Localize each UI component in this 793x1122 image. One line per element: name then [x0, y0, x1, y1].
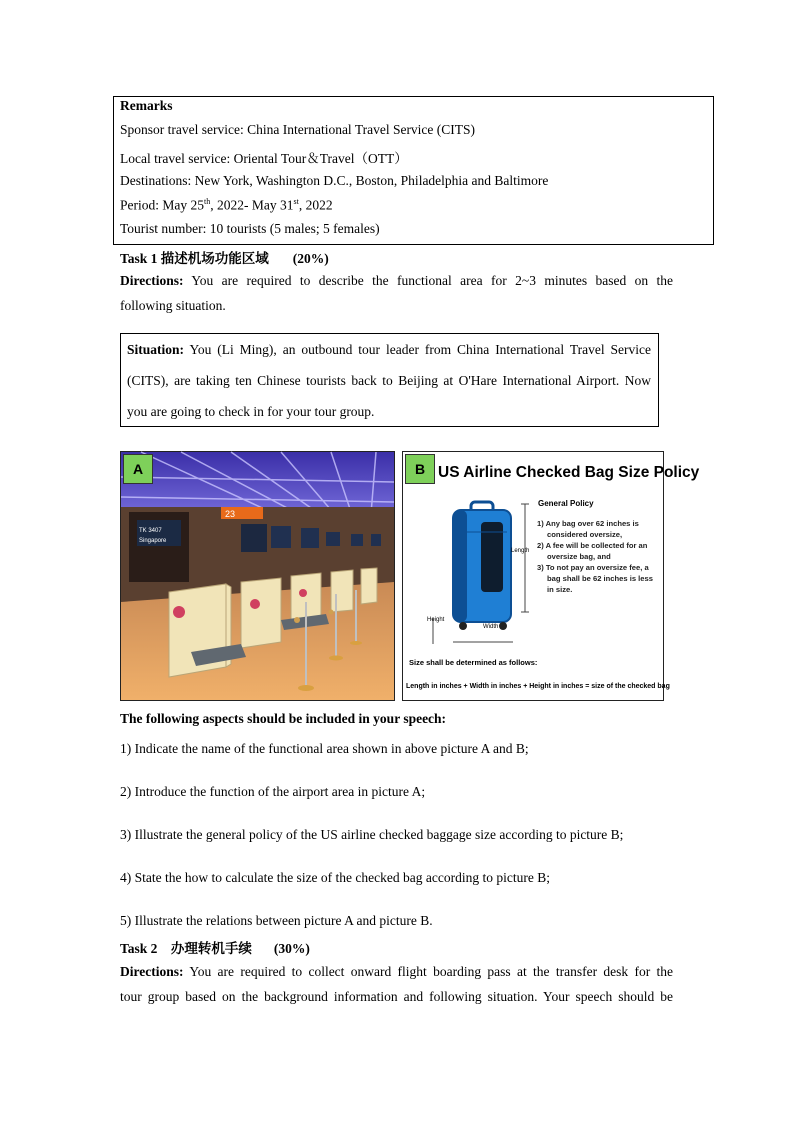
- height-label: Height: [427, 617, 445, 623]
- task1-directions-line2: following situation.: [120, 298, 226, 313]
- aspect-item-2: 2) Introduce the function of the airport area in picture A;: [120, 784, 426, 799]
- checkin-area-illustration: [121, 452, 394, 700]
- remarks-local: Local travel service: Oriental Tour＆Travel（OTT）: [120, 151, 408, 166]
- task1-title: Task 1 描述机场功能区域 (20%): [120, 251, 329, 266]
- policy-list: [537, 518, 653, 595]
- aspect-item-3: 3) Illustrate the general policy of the US airline checked baggage size according to picture B;: [120, 827, 624, 842]
- policy-item-3: 3) To not pay an oversize fee, a bag shall be 62 inches is less in size.: [537, 563, 653, 594]
- task2-directions-line2: tour group based on the background information and following situation. Your speech should be: [120, 989, 673, 1004]
- situation-line1: Situation: You (Li Ming), an outbound tour leader from China International Travel Service: [127, 342, 651, 357]
- task2-title: Task 2 办理转机手续 (30%): [120, 941, 310, 956]
- width-label: Width: [483, 624, 499, 630]
- remarks-period: Period: May 25th, 2022- May 31st, 2022: [120, 197, 333, 213]
- aspect-item-5: 5) Illustrate the relations between picture A and picture B.: [120, 913, 433, 928]
- situation-line2: (CITS), are taking ten Chinese tourists back to Beijing at O'Hare International Airport. Now: [127, 373, 651, 388]
- size-formula: Length in inches + Width in inches + Height in inches = size of the checked bag: [406, 683, 670, 690]
- counter-sign-city: Singapore: [139, 538, 167, 544]
- policy-item-1: 1) Any bag over 62 inches is considered oversize,: [537, 519, 639, 539]
- size-note: Size shall be determined as follows:: [409, 658, 538, 667]
- picture-b-tag: B: [405, 454, 435, 484]
- situation-line3: you are going to check in for your tour group.: [127, 404, 375, 419]
- remarks-destinations: Destinations: New York, Washington D.C., Boston, Philadelphia and Baltimore: [120, 173, 549, 188]
- remarks-heading: Remarks: [120, 98, 173, 113]
- task1-directions-line1: Directions: You are required to describe the functional area for 2~3 minutes based on the: [120, 273, 673, 288]
- length-label: Length: [511, 548, 530, 554]
- aspect-item-4: 4) State the how to calculate the size of the checked bag according to picture B;: [120, 870, 550, 885]
- picture-b-bag-policy: [402, 451, 700, 701]
- suitcase-diagram: [423, 502, 533, 652]
- remarks-sponsor: Sponsor travel service: China International Travel Service (CITS): [120, 122, 476, 137]
- aspect-item-1: 1) Indicate the name of the functional area shown in above picture A and B;: [120, 741, 529, 756]
- picture-a-tag: A: [123, 454, 153, 484]
- picture-a-airport-checkin: [120, 451, 395, 701]
- remarks-tourists: Tourist number: 10 tourists (5 males; 5 females): [120, 221, 380, 236]
- counter-sign-number: 23: [225, 509, 236, 519]
- task2-directions-line1: Directions: You are required to collect onward flight boarding pass at the transfer desk for the: [120, 964, 674, 979]
- picture-b-title: US Airline Checked Bag Size Policy: [438, 464, 700, 481]
- aspects-heading: The following aspects should be included in your speech:: [120, 711, 447, 726]
- counter-sign-flight: TK 3407: [139, 528, 162, 534]
- policy-item-2: 2) A fee will be collected for an oversize bag, and: [537, 541, 648, 561]
- policy-heading: General Policy: [538, 499, 594, 508]
